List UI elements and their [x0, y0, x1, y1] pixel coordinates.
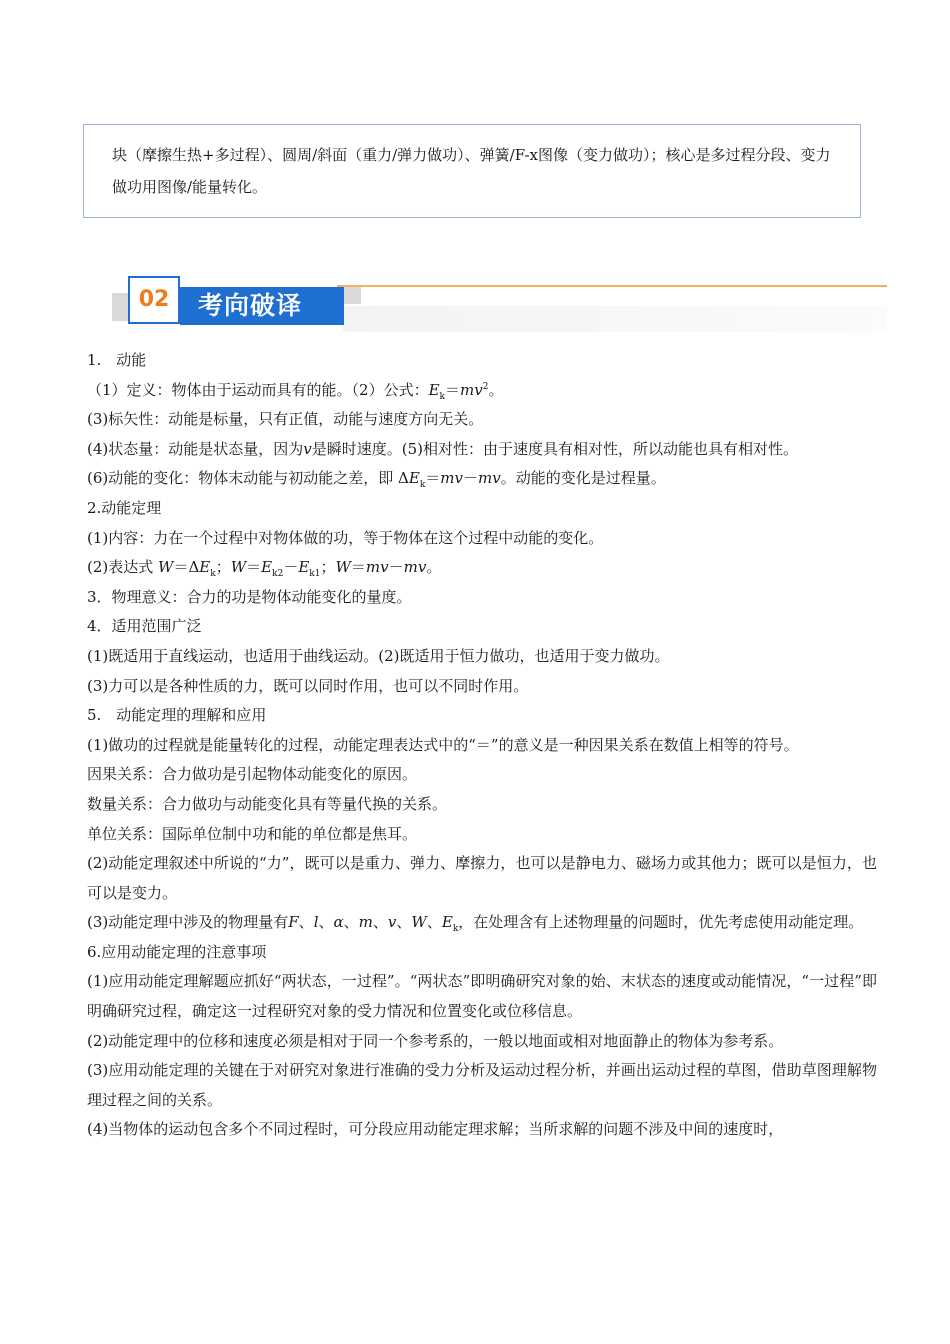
p14-sep5: 、	[396, 913, 412, 932]
p4-minus: －	[463, 469, 479, 488]
paragraph-1	[87, 376, 877, 406]
p14-text-b: ，在处理含有上述物理量的问题时，优先考虑使用动能定理。	[458, 913, 864, 932]
p3-text-a: (4)状态量：动能是状态量，因为	[87, 439, 304, 458]
p1-end: 。	[488, 380, 504, 399]
p6-symbol-W3: W	[335, 558, 351, 577]
paragraph-17: (3)应用动能定理的关键在于对研究对象进行准确的受力分析及运动过程分析，并画出运动过程的草图，借助草图理解物理过程之间的关系。	[87, 1061, 877, 1109]
p14-sep3: 、	[343, 913, 359, 932]
p1-superscript: 2	[482, 381, 489, 392]
paragraph-8: (3)力可以是各种性质的力，既可以同时作用，也可以不同时作用。	[87, 676, 529, 695]
p6-symbol-mv2: mv	[403, 558, 427, 577]
paragraph-2: (3)标矢性：动能是标量，只有正值，动能与速度方向无关。	[87, 410, 484, 429]
p4-text-b: 。动能的变化是过程量。	[500, 469, 666, 488]
p14-symbol-v: v	[387, 913, 397, 932]
p1-symbol-mv: mv	[460, 380, 483, 399]
heading-6: 6.应用动能定理的注意事项	[87, 942, 267, 961]
header-decor-block-right	[343, 287, 361, 304]
p6-text-a: (2)表达式	[87, 558, 159, 577]
heading-1: 1. 动能	[87, 351, 147, 369]
p3-text-b: 是瞬时速度。(5)相对性：由于速度具有相对性，所以动能也具有相对性。	[311, 439, 798, 458]
main-content	[87, 346, 877, 1145]
paragraph-4	[87, 464, 877, 494]
paragraph-11: 数量关系：合力做功与动能变化具有等量代换的关系。	[87, 794, 448, 813]
summary-box	[83, 124, 861, 218]
p6-sep2: ；	[320, 558, 336, 577]
heading-5: 5. 动能定理的理解和应用	[87, 706, 267, 725]
paragraph-16: (2)动能定理中的位移和速度必须是相对于同一个参考系的，一般以地面或相对地面静止的物体为参考系。	[87, 1031, 784, 1050]
paragraph-14	[87, 908, 877, 938]
p6-eq1: ＝Δ	[173, 558, 200, 577]
p4-symbol-E: E	[408, 469, 420, 488]
p6-minus1: －	[283, 558, 299, 577]
p14-sep4: 、	[372, 913, 388, 932]
p6-eq2: ＝	[246, 558, 262, 577]
p6-symbol-E2: E	[261, 558, 273, 577]
p14-sep1: 、	[298, 913, 314, 932]
paragraph-15: (1)应用动能定理解题应抓好“两状态，一过程”。“两状态”即明确研究对象的始、末状态的速度或动能情况，“一过程”即明确研究过程，确定这一过程研究对象的受力情况和位置变化或位移信息。	[87, 972, 877, 1021]
paragraph-10: 因果关系：合力做功是引起物体动能变化的原因。	[87, 765, 418, 784]
p6-sub-k2: k2	[272, 569, 284, 580]
header-shadow-band	[343, 306, 887, 332]
paragraph-13: (2)动能定理叙述中所说的“力”，既可以是重力、弹力、摩擦力，也可以是静电力、磁场力或其他力；既可以是恒力，也可以是变力。	[87, 854, 877, 902]
section-header	[112, 276, 888, 336]
p3-symbol-v: v	[303, 439, 312, 458]
p1-equals: ＝	[445, 380, 461, 399]
paragraph-18: (4)当物体的运动包含多个不同过程时，可分段应用动能定理求解；当所求解的问题不涉及中间的速度时，	[87, 1120, 784, 1139]
p6-symbol-W2: W	[230, 558, 247, 577]
paragraph-9: (1)做功的过程就是能量转化的过程，动能定理表达式中的“＝”的意义是一种因果关系在数值上相等的符号。	[87, 735, 799, 754]
p6-end: 。	[426, 558, 442, 577]
paragraph-12: 单位关系：国际单位制中功和能的单位都是焦耳。	[87, 824, 418, 843]
p4-text-a: (6)动能的变化：物体末动能与初动能之差，即 Δ	[87, 469, 409, 488]
heading-4: 4．适用范围广泛	[87, 617, 202, 636]
p4-symbol-mv2: mv	[478, 469, 501, 488]
p1-text: （1）定义：物体由于运动而具有的能。（2）公式：	[87, 380, 429, 399]
p14-sep6: 、	[426, 913, 442, 932]
p6-sub-k3: k1	[309, 569, 321, 580]
section-title: 考向破译	[180, 287, 344, 325]
p6-symbol-E1: E	[199, 558, 211, 577]
p14-symbol-W: W	[411, 913, 427, 932]
heading-2: 2.动能定理	[87, 498, 162, 517]
p6-minus2: －	[388, 558, 404, 577]
p6-symbol-mv1: mv	[365, 558, 389, 577]
p6-symbol-W1: W	[158, 558, 174, 577]
p14-symbol-F: F	[288, 913, 299, 932]
p14-text-a: (3)动能定理中涉及的物理量有	[87, 913, 289, 932]
header-accent-line	[337, 285, 887, 287]
p14-symbol-l: l	[313, 913, 319, 932]
p4-subscript-k: k	[419, 480, 426, 491]
p14-symbol-E: E	[441, 913, 453, 932]
p14-subscript-k: k	[452, 924, 459, 935]
paragraph-5: (1)内容：力在一个过程中对物体做的功，等于物体在这个过程中动能的变化。	[87, 528, 604, 547]
p14-symbol-alpha: α	[333, 913, 344, 932]
p14-symbol-m: m	[358, 913, 373, 932]
paragraph-3	[87, 435, 877, 465]
p6-sep1: ；	[215, 558, 231, 577]
p6-sub-k1: k	[210, 569, 216, 580]
paragraph-7: (1)既适用于直线运动，也适用于曲线运动。(2)既适用于恒力做功，也适用于变力做功。	[87, 646, 670, 665]
p4-equals: ＝	[425, 469, 441, 488]
paragraph-6	[87, 553, 877, 583]
p6-eq3: ＝	[350, 558, 366, 577]
heading-3: 3．物理意义：合力的功是物体动能变化的量度。	[87, 587, 412, 606]
p1-symbol-E: E	[428, 380, 440, 399]
p6-symbol-E3: E	[298, 558, 310, 577]
section-number: 02	[128, 276, 180, 324]
p4-symbol-mv1: mv	[440, 469, 463, 488]
summary-text: 块（摩擦生热+多过程）、圆周/斜面（重力/弹力做功）、弹簧/F-x图像（变力做功）；核心是多过程分段、变力做功用图像/能量转化。	[112, 146, 831, 196]
p14-sep2: 、	[318, 913, 334, 932]
p1-subscript-k: k	[439, 391, 446, 402]
